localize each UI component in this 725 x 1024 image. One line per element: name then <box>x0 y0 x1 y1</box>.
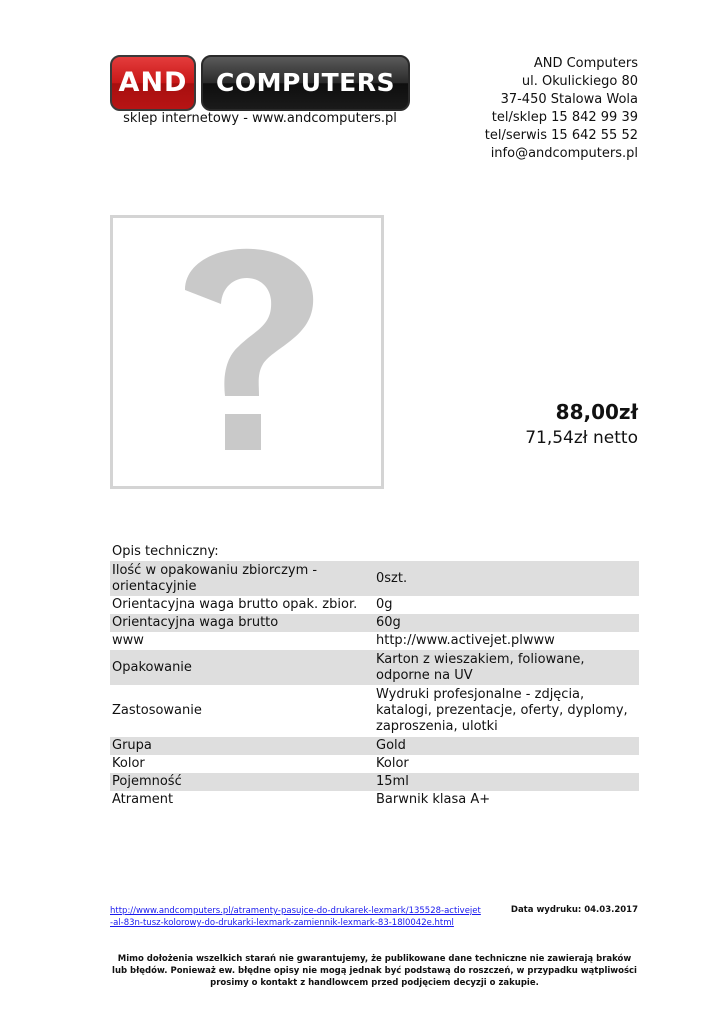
logo-computers: COMPUTERS <box>201 55 410 111</box>
price-gross: 88,00zł <box>555 400 638 424</box>
spec-table <box>110 561 639 809</box>
spec-key: Orientacyjna waga brutto <box>110 614 374 632</box>
table-row <box>110 632 639 650</box>
spec-value: Wydruki profesjonalne - zdjęcia, katalogi, prezentacje, oferty, dyplomy, zaproszenia, ulotki <box>376 687 628 734</box>
spec-key: Atrament <box>112 792 174 807</box>
table-row <box>110 755 639 773</box>
spec-value: Kolor <box>376 756 409 771</box>
table-row <box>110 650 639 685</box>
company-city: 37-450 Stalowa Wola <box>500 92 638 107</box>
spec-value: Gold <box>374 737 639 755</box>
price-net: 71,54zł netto <box>525 428 638 448</box>
table-row <box>110 614 639 632</box>
question-mark-icon <box>113 218 381 486</box>
company-phone-service: tel/serwis 15 642 55 52 <box>484 128 638 143</box>
spec-key: Grupa <box>110 737 374 755</box>
spec-value: 0g <box>376 597 393 612</box>
table-row <box>110 791 639 809</box>
spec-value: 60g <box>374 614 639 632</box>
spec-value: 15ml <box>374 773 639 791</box>
company-email[interactable]: info@andcomputers.pl <box>490 146 638 161</box>
product-image-placeholder <box>110 215 384 489</box>
table-row <box>110 685 639 737</box>
store-logo <box>110 55 410 111</box>
print-date: Data wydruku: 04.03.2017 <box>510 905 638 915</box>
disclaimer: Mimo dołożenia wszelkich starań nie gwarantujemy, że publikowane dane techniczne nie zawierają braków lub błędów. Ponieważ ew. błędne opisy nie mogą jednak być podstawą do roszczeń, w przypadku wątpliwości prosimy o kontakt z handlowcem przed podjęciem decyzji o zakupie. <box>112 954 637 988</box>
logo-and: AND <box>110 55 196 111</box>
spec-value: Barwnik klasa A+ <box>376 792 491 807</box>
table-row <box>110 596 639 614</box>
company-info <box>485 55 638 163</box>
spec-key: www <box>112 633 144 648</box>
company-name: AND Computers <box>533 56 638 71</box>
table-row <box>110 773 639 791</box>
company-street: ul. Okulickiego 80 <box>521 74 638 89</box>
table-row <box>110 737 639 755</box>
spec-key: Opakowanie <box>110 650 374 685</box>
table-row <box>110 561 639 596</box>
spec-value: http://www.activejet.plwww <box>376 633 555 648</box>
product-url-link[interactable]: http://www.andcomputers.pl/atramenty-pasujce-do-drukarek-lexmark/135528-activejet-al-83n-tusz-kolorowy-do-drukarki-lexmark-zamiennik-lexmark-83-18l0042e.html <box>110 906 481 928</box>
spec-value: Karton z wieszakiem, foliowane, odporne na UV <box>374 650 639 685</box>
company-phone-shop: tel/sklep 15 842 99 39 <box>491 110 638 125</box>
spec-key: Pojemność <box>110 773 374 791</box>
spec-key: Orientacyjna waga brutto opak. zbior. <box>112 597 358 612</box>
spec-key: Ilość w opakowaniu zbiorczym - orientacyjnie <box>110 561 374 596</box>
spec-title: Opis techniczny: <box>112 544 219 559</box>
spec-key: Zastosowanie <box>112 703 202 718</box>
spec-key: Kolor <box>112 756 145 771</box>
store-tagline: sklep internetowy - www.andcomputers.pl <box>123 111 397 126</box>
spec-value: 0szt. <box>374 561 639 596</box>
